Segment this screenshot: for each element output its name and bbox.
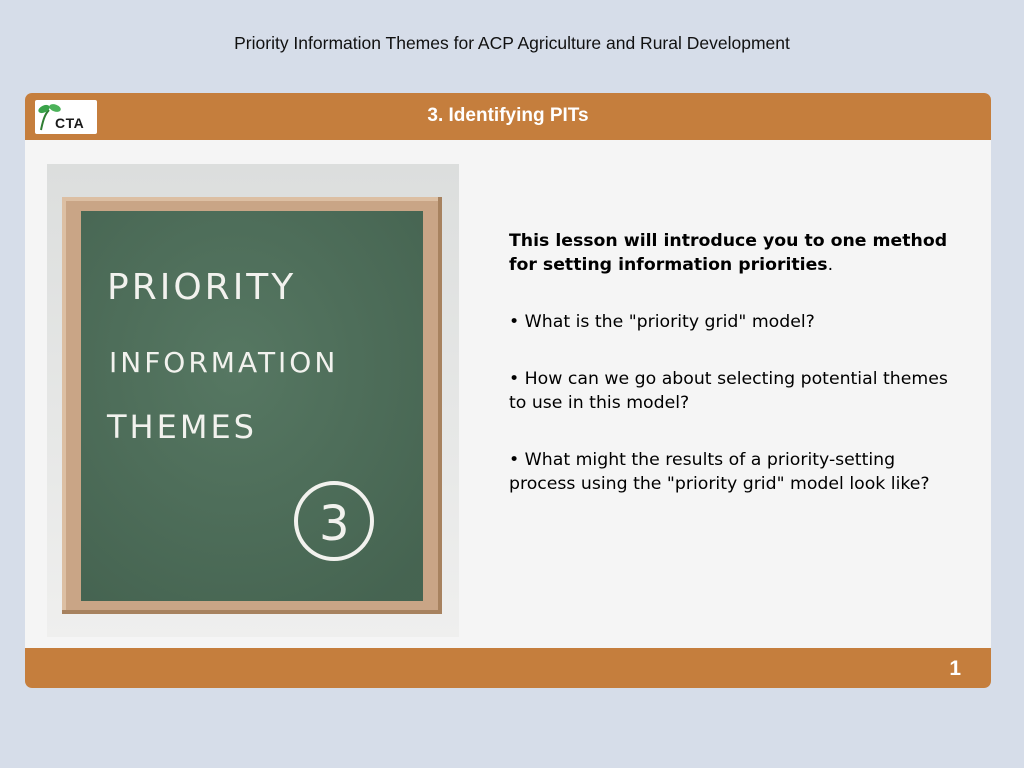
chalkboard-image (47, 164, 459, 637)
intro-bold-text: This lesson will introduce you to one method for setting information priorities (509, 231, 948, 275)
bullet-item-2: • How can we go about selecting potential themes to use in this model? (509, 369, 948, 413)
bullet-item-1: • What is the "priority grid" model? (509, 312, 815, 332)
logo-text: CTA (55, 115, 85, 131)
chalk-line-priority: PRIORITY (107, 267, 297, 308)
intro-period: . (827, 255, 834, 275)
slide-header-bar (25, 93, 991, 140)
lesson-content (509, 229, 959, 529)
course-title: Priority Information Themes for ACP Agriculture and Rural Development (234, 33, 790, 53)
intro-paragraph (509, 229, 959, 277)
bullet-item-3: • What might the results of a priority-setting process using the "priority grid" model look like? (509, 450, 930, 494)
lesson-title: 3. Identifying PITs (427, 105, 589, 126)
chalk-line-themes: THEMES (107, 408, 257, 446)
page-number: 1 (949, 657, 961, 680)
slide-footer-bar (25, 648, 991, 688)
chalk-number: 3 (319, 496, 350, 552)
chalk-line-information: INFORMATION (109, 346, 339, 379)
